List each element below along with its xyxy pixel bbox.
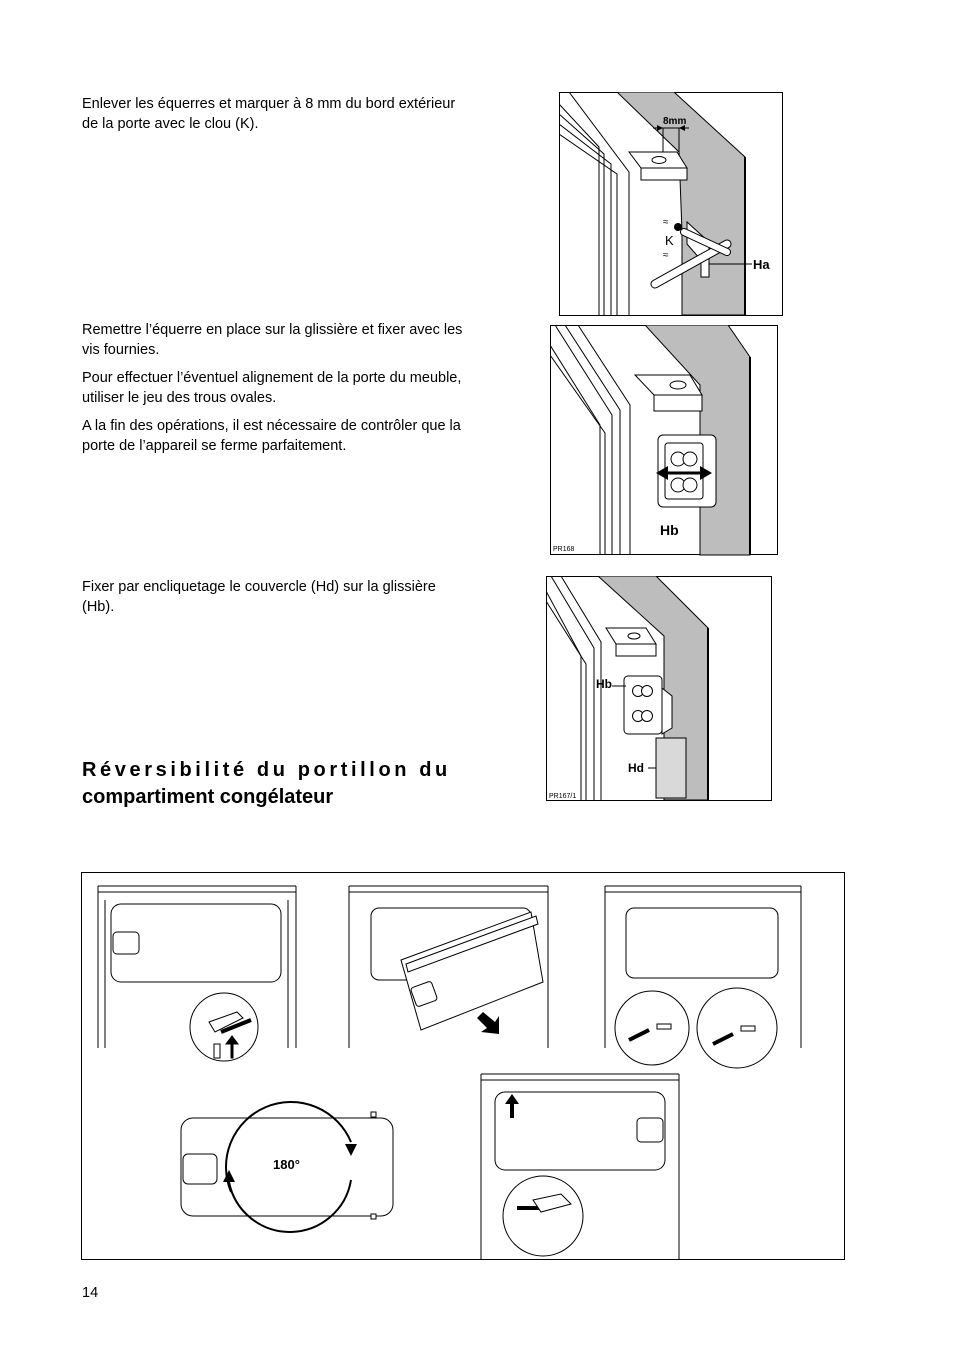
- heading-line1: Réversibilité du portillon du: [82, 759, 451, 781]
- figure-cover-snap: [546, 576, 773, 802]
- figure-door-reversal: [81, 872, 846, 1261]
- section-heading: [82, 757, 457, 811]
- label-hb: Hb: [660, 522, 679, 538]
- step-4-rotate-door: [181, 1102, 393, 1232]
- label-hb: Hb: [596, 677, 612, 691]
- page-number: 14: [82, 1285, 99, 1301]
- heading-line2: compartiment congélateur: [82, 786, 334, 808]
- svg-text:≈: ≈: [663, 250, 669, 261]
- label-hd: Hd: [628, 761, 644, 775]
- instruction-reattach-block: [82, 321, 472, 456]
- figure-code: PR168: [553, 546, 575, 553]
- label-ha: Ha: [753, 257, 770, 272]
- instruction-check-closing: A la fin des opérations, il est nécessaire de contrôler que la porte de l’appareil se ferme parfaitement.: [82, 418, 461, 454]
- label-180-degrees: 180°: [273, 1157, 300, 1172]
- instruction-snap-cover: Fixer par encliquetage le couvercle (Hd) sur la glissière (Hb).: [82, 579, 436, 615]
- instruction-reattach: Remettre l’équerre en place sur la glissière et fixer avec les vis fournies.: [82, 322, 463, 358]
- instruction-remove-brackets: Enlever les équerres et marquer à 8 mm du bord extérieur de la porte avec le clou (K).: [82, 96, 456, 132]
- figure-bracket-adjustment: [550, 325, 779, 556]
- instruction-alignment: Pour effectuer l’éventuel alignement de la porte du meuble, utiliser le jeu des trous ovales.: [82, 370, 462, 406]
- label-8mm: 8mm: [663, 116, 687, 127]
- step-3-panel: [605, 886, 801, 1068]
- figure-code: PR167/1: [549, 793, 577, 800]
- figure-marking-nail: [559, 92, 784, 317]
- svg-text:≈: ≈: [663, 217, 669, 228]
- label-k: K: [665, 233, 674, 248]
